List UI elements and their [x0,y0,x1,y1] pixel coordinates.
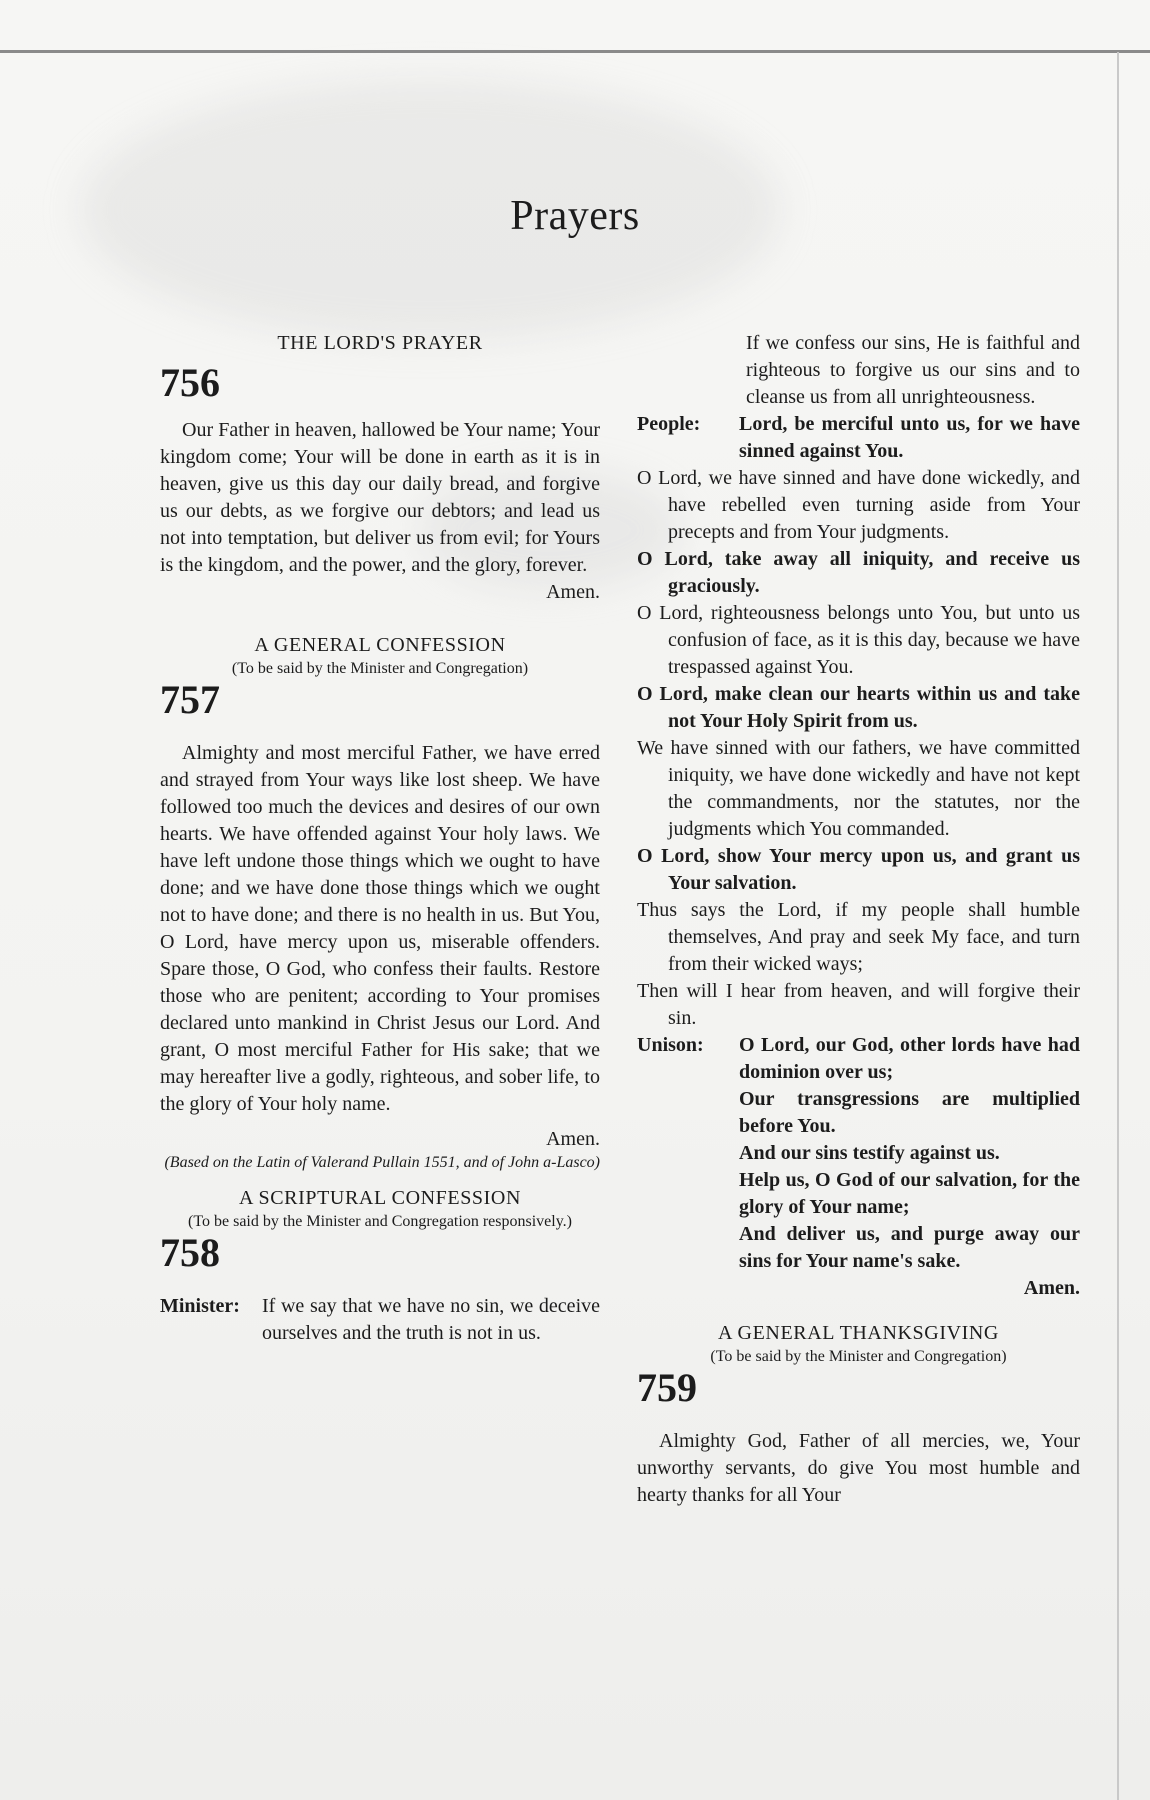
amen-756: Amen. [546,581,600,603]
left-column [160,330,600,1347]
people-label: People: [637,413,701,435]
heading-757: A GENERAL CONFESSION [254,634,506,656]
number-758: 758 [160,1230,220,1275]
people-line [637,411,1080,465]
unison-line: And deliver us, and purge away our sins for Your name's sake. [739,1223,1080,1272]
line-1: O Lord, we have sinned and have done wickedly, and have rebelled even turning aside from Your precepts and from Your judgments. [637,467,1080,543]
unison-line: Our transgressions are multiplied before You. [739,1088,1080,1137]
number-757: 757 [160,677,220,722]
text-756: Our Father in heaven, hallowed be Your name; Your kingdom come; Your will be done in earth as it is in heaven, give us this day our daily bread, and forgive us our debts, as we forgive our debtors; and lead us not into temptation, but deliver us from evil; for Yours is the kingdom, and the power, and the glory, forever. [160,419,600,576]
credit-757: (Based on the Latin of Valerand Pullain 1551, and of John a-Lasco) [164,1154,600,1171]
line-2: O Lord, take away all iniquity, and receive us graciously. [637,548,1080,597]
page-title: Prayers [510,193,640,239]
unison-block [637,1032,1080,1275]
text-759: Almighty God, Father of all mercies, we, Your unworthy servants, do give You most humble and hearty thanks for all Your [637,1430,1080,1506]
amen-757: Amen. [546,1128,600,1150]
line-5: We have sinned with our fathers, we have committed iniquity, we have done wickedly and have not kept the commandments, nor the statutes, nor the judgments which You commanded. [637,737,1080,840]
minister-label: Minister: [160,1295,240,1317]
line-4: O Lord, make clean our hearts within us and take not Your Holy Spirit from us. [637,683,1080,732]
minister-text: If we say that we have no sin, we deceive ourselves and the truth is not in us. [262,1295,600,1344]
number-756: 756 [160,360,220,405]
heading-756: THE LORD'S PRAYER [277,332,483,354]
heading-759: A GENERAL THANKSGIVING [718,1322,999,1344]
sub-757: (To be said by the Minister and Congregation) [231,660,529,677]
minister-line [160,1293,600,1347]
number-759: 759 [637,1365,697,1410]
amen-758: Amen. [1023,1277,1080,1299]
line-3: O Lord, righteousness belongs unto You, but unto us confusion of face, as it is this day, because we have trespassed against You. [637,602,1080,678]
line-6: O Lord, show Your mercy upon us, and grant us Your salvation. [637,845,1080,894]
unison-line: Help us, O God of our salvation, for the glory of Your name; [739,1169,1080,1218]
line-7: Thus says the Lord, if my people shall humble themselves, And pray and seek My face, and turn from their wicked ways; [637,899,1080,975]
right-column [637,330,1080,1509]
heading-758: A SCRIPTURAL CONFESSION [238,1187,521,1209]
page-edge-top [0,50,1150,53]
unison-label: Unison: [637,1034,704,1056]
sub-759: (To be said by the Minister and Congregation) [710,1348,1007,1365]
unison-line: O Lord, our God, other lords have had dominion over us; [739,1034,1080,1083]
people-text: Lord, be merciful unto us, for we have sinned against You. [739,413,1080,462]
unison-line: And our sins testify against us. [739,1142,1000,1164]
minister-continued: If we confess our sins, He is faithful and righteous to forgive us our sins and to cleanse us from all unrighteousness. [746,332,1080,408]
unison-text [739,1032,1080,1275]
text-757: Almighty and most merciful Father, we have erred and strayed from Your ways like lost sheep. We have followed too much the devices and desires of our own hearts. We have offended against Your holy laws. We have left undone those things which we ought to have done; and we have done those things which we ought not to have done; and there is no health in us. But You, O Lord, have mercy upon us, miserable offenders. Spare those, O God, who confess their faults. Restore those who are penitent; according to Your promises declared unto mankind in Christ Jesus our Lord. And grant, O most merciful Father for His sake; that we may hereafter live a godly, righteous, and sober life, to the glory of Your holy name. [160,742,600,1115]
sub-758: (To be said by the Minister and Congregation responsively.) [188,1213,572,1230]
page-edge-right [1117,52,1119,1800]
line-8: Then will I hear from heaven, and will forgive their sin. [637,980,1080,1029]
